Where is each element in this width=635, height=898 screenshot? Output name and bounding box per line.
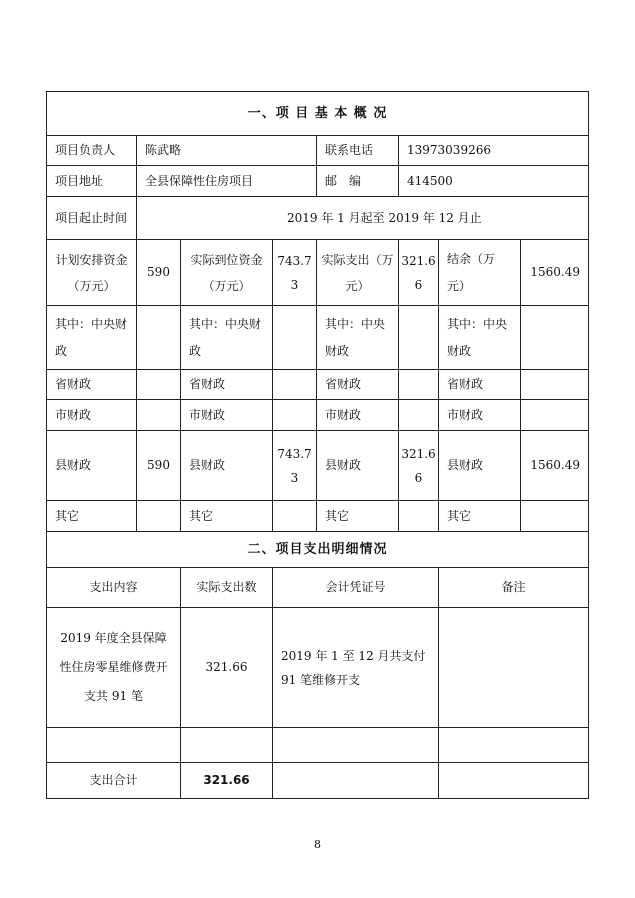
funds-source-row: [47, 370, 589, 400]
funds-source-row: [47, 400, 589, 431]
period-value: 2019 年 1 月起至 2019 年 12 月止: [137, 197, 589, 240]
section2-header-row: [47, 532, 589, 568]
detail-row: [47, 608, 589, 728]
column-header: 支出内容: [47, 568, 181, 608]
source-value: [137, 501, 181, 532]
received-funds-value: 743.73: [273, 240, 317, 306]
source-label: 县财政: [47, 431, 137, 501]
page-number: 8: [314, 838, 321, 851]
column-header: 会计凭证号: [273, 568, 439, 608]
leader-value: 陈武略: [137, 136, 317, 166]
source-value: 590: [137, 431, 181, 501]
source-label: 其它: [47, 501, 137, 532]
source-value: [521, 306, 589, 370]
funds-source-row: [47, 501, 589, 532]
source-value: [521, 400, 589, 431]
address-value: 全县保障性住房项目: [137, 166, 317, 197]
expense-content: [47, 728, 181, 763]
source-label: 其中：中央财政: [317, 306, 399, 370]
balance-label: 结余（万元）: [439, 240, 521, 306]
period-label: 项目起止时间: [47, 197, 137, 240]
column-header: 实际支出数: [181, 568, 273, 608]
source-label: 其它: [439, 501, 521, 532]
postcode-label: 邮 编: [317, 166, 399, 197]
period-row: [47, 197, 589, 240]
source-label: 省财政: [317, 370, 399, 400]
total-row: [47, 763, 589, 799]
source-value: [273, 370, 317, 400]
spent-funds-value: 321.66: [399, 240, 439, 306]
source-value: [521, 501, 589, 532]
source-label: 其中：中央财政: [47, 306, 137, 370]
leader-label: 项目负责人: [47, 136, 137, 166]
expense-amount: 321.66: [181, 608, 273, 728]
planned-funds-label: 计划安排资金（万元）: [47, 240, 137, 306]
report-table: [46, 91, 589, 799]
expense-content: 2019 年度全县保障性住房零星维修费开支共 91 笔: [47, 608, 181, 728]
source-value: [137, 400, 181, 431]
funds-summary-row: [47, 240, 589, 306]
funds-source-row: [47, 431, 589, 501]
source-value: [521, 370, 589, 400]
source-label: 市财政: [47, 400, 137, 431]
total-value: 321.66: [181, 763, 273, 799]
address-label: 项目地址: [47, 166, 137, 197]
address-row: [47, 166, 589, 197]
source-value: [273, 400, 317, 431]
voucher-number: [273, 728, 439, 763]
source-label: 省财政: [439, 370, 521, 400]
source-label: 县财政: [439, 431, 521, 501]
phone-label: 联系电话: [317, 136, 399, 166]
source-label: 省财政: [181, 370, 273, 400]
column-header: 备注: [439, 568, 589, 608]
spent-funds-label: 实际支出（万元）: [317, 240, 399, 306]
balance-value: 1560.49: [521, 240, 589, 306]
source-label: 其中：中央财政: [181, 306, 273, 370]
expense-note: [439, 728, 589, 763]
section1-title: 一、项 目 基 本 概 况: [47, 92, 589, 136]
source-label: 其它: [181, 501, 273, 532]
detail-header-row: [47, 568, 589, 608]
expense-note: [439, 608, 589, 728]
phone-value: 13973039266: [399, 136, 589, 166]
source-label: 其中：中央财政: [439, 306, 521, 370]
section1-header-row: [47, 92, 589, 136]
source-label: 市财政: [439, 400, 521, 431]
voucher-number: 2019 年 1 至 12 月共支付 91 笔维修开支: [273, 608, 439, 728]
leader-row: [47, 136, 589, 166]
detail-row: [47, 728, 589, 763]
postcode-value: 414500: [399, 166, 589, 197]
received-funds-label: 实际到位资金（万元）: [181, 240, 273, 306]
source-value: [273, 306, 317, 370]
expense-amount: [181, 728, 273, 763]
section2-title: 二、项目支出明细情况: [47, 532, 589, 568]
source-value: [273, 501, 317, 532]
source-value: [399, 370, 439, 400]
source-value: [137, 370, 181, 400]
source-value: 743.73: [273, 431, 317, 501]
source-value: [399, 400, 439, 431]
source-label: 其它: [317, 501, 399, 532]
source-value: 321.66: [399, 431, 439, 501]
source-label: 省财政: [47, 370, 137, 400]
total-voucher: [273, 763, 439, 799]
project-report-form: [46, 91, 588, 799]
source-value: 1560.49: [521, 431, 589, 501]
source-value: [399, 306, 439, 370]
source-label: 县财政: [317, 431, 399, 501]
source-label: 县财政: [181, 431, 273, 501]
total-label: 支出合计: [47, 763, 181, 799]
total-note: [439, 763, 589, 799]
source-value: [399, 501, 439, 532]
source-label: 市财政: [181, 400, 273, 431]
source-label: 市财政: [317, 400, 399, 431]
source-value: [137, 306, 181, 370]
funds-source-row: [47, 306, 589, 370]
planned-funds-value: 590: [137, 240, 181, 306]
